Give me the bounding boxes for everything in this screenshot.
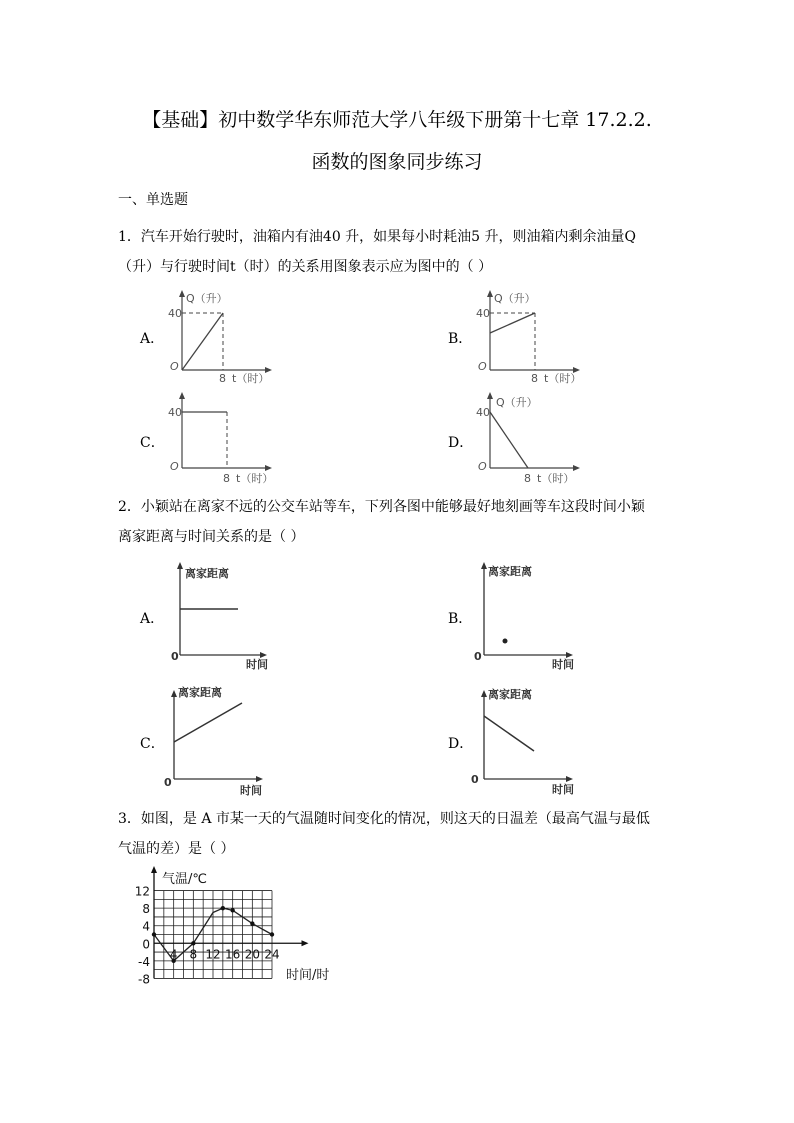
data-point xyxy=(221,906,225,910)
q1-graph-b[interactable] xyxy=(468,288,588,388)
y-tick-label: 40 xyxy=(476,307,490,320)
data-point xyxy=(230,908,234,912)
data-point xyxy=(191,941,195,945)
y-axis-arrow xyxy=(487,290,493,297)
x-axis-label: t（时） xyxy=(537,472,575,485)
y-tick-label: 0 xyxy=(142,937,150,952)
y-tick-label: 40 xyxy=(168,406,182,419)
y-axis-label: Q（升） xyxy=(186,292,228,305)
q2-text-line1: 2．小颖站在离家不远的公交车站等车，下列各图中能够最好地刻画等车这段时间小颖 xyxy=(118,499,645,515)
graph-line xyxy=(490,313,535,333)
y-axis-label: Q（升） xyxy=(494,292,536,305)
q2-graph-b[interactable] xyxy=(474,558,584,670)
x-axis-arrow xyxy=(302,940,309,946)
y-axis-arrow xyxy=(177,562,183,569)
origin-label: 0 xyxy=(164,776,172,789)
graph-line xyxy=(490,412,528,468)
q3-text-line1: 3．如图，是 A 市某一天的气温随时间变化的情况，则这天的日温差（最高气温与最低 xyxy=(118,811,650,827)
q1-option-a-label[interactable]: A． xyxy=(140,331,165,347)
q2-graph-d[interactable] xyxy=(471,682,586,796)
y-axis-arrow xyxy=(481,690,487,697)
q2-option-c-label[interactable]: C． xyxy=(140,736,165,752)
origin-label: O xyxy=(170,360,179,373)
x-tick-label: 8 xyxy=(524,472,531,485)
x-axis-label: t（时） xyxy=(236,472,274,485)
y-axis-arrow xyxy=(179,392,185,399)
x-tick-label: 20 xyxy=(244,947,260,962)
data-point xyxy=(152,932,156,936)
x-axis-arrow xyxy=(256,776,263,782)
origin-label: O xyxy=(478,360,487,373)
x-axis-label: t（时） xyxy=(544,372,582,385)
q1-option-b-label[interactable]: B． xyxy=(448,331,473,347)
data-point xyxy=(270,932,274,936)
q2-option-b-label[interactable]: B． xyxy=(448,611,473,627)
q2-option-d-label[interactable]: D． xyxy=(448,736,474,752)
q1-text-line1: 1．汽车开始行驶时，油箱内有油40 升，如果每小时耗油5 升，则油箱内剩余油量Q xyxy=(118,229,637,245)
q1-text-line2: （升）与行驶时间t（时）的关系用图象表示应为图中的（ ） xyxy=(118,259,493,275)
x-axis-label: 时间 xyxy=(246,658,268,671)
y-axis-label: 离家距离 xyxy=(488,565,532,578)
origin-label: 0 xyxy=(474,650,482,663)
q2-graph-a[interactable] xyxy=(168,558,278,670)
x-axis-arrow xyxy=(566,776,573,782)
graph-line xyxy=(174,703,242,742)
y-axis-arrow xyxy=(481,562,487,569)
x-axis-arrow xyxy=(573,465,580,471)
q1-graph-d[interactable] xyxy=(468,390,588,490)
y-tick-label: 40 xyxy=(168,307,182,320)
origin-label: 0 xyxy=(171,650,179,663)
y-tick-label: -4 xyxy=(138,954,150,969)
y-axis-label: 离家距离 xyxy=(185,567,229,580)
x-axis-label: 时间 xyxy=(552,783,574,796)
y-axis-label: 离家距离 xyxy=(488,688,532,701)
y-axis-label: Q（升） xyxy=(496,396,538,409)
q1-graph-c[interactable] xyxy=(160,390,280,490)
origin-label: O xyxy=(170,460,179,473)
graph-point xyxy=(503,639,508,644)
y-axis-label: 离家距离 xyxy=(178,686,222,699)
q1-option-d-label[interactable]: D． xyxy=(448,435,474,451)
origin-label: 0 xyxy=(471,773,479,786)
graph-line xyxy=(484,716,534,751)
y-tick-label: 12 xyxy=(134,884,150,899)
x-tick-label: 4 xyxy=(169,947,178,962)
y-axis-arrow xyxy=(151,866,157,873)
x-tick-label: 8 xyxy=(189,947,198,962)
x-axis-label: t（时） xyxy=(232,372,270,385)
x-tick-label: 8 xyxy=(223,472,230,485)
x-axis-label: 时间 xyxy=(552,658,574,671)
q3-temperature-chart xyxy=(130,862,360,1012)
x-tick-label: 12 xyxy=(205,947,221,962)
page-title-line2: 函数的图象同步练习 xyxy=(311,151,483,173)
y-tick-label: 8 xyxy=(142,902,150,917)
x-tick-label: 16 xyxy=(225,947,241,962)
y-axis-title: 气温/℃ xyxy=(162,872,207,887)
q2-graph-c[interactable] xyxy=(166,682,276,796)
data-point xyxy=(250,921,254,925)
y-tick-label: 4 xyxy=(142,919,150,934)
y-tick-label: 40 xyxy=(476,406,490,419)
x-axis-arrow xyxy=(265,465,272,471)
x-tick-label: 8 xyxy=(531,372,538,385)
x-tick-label: 8 xyxy=(219,372,226,385)
x-axis-title: 时间/时 xyxy=(286,968,330,983)
x-tick-label: 24 xyxy=(264,947,280,962)
y-axis-arrow xyxy=(179,290,185,297)
y-axis-arrow xyxy=(487,392,493,399)
chart-grid xyxy=(154,891,272,979)
section-heading: 一、单选题 xyxy=(118,192,188,208)
x-axis-label: 时间 xyxy=(240,784,262,797)
y-tick-label: -8 xyxy=(138,972,150,987)
q1-graph-a[interactable] xyxy=(160,288,280,388)
q2-option-a-label[interactable]: A． xyxy=(140,611,165,627)
q1-option-c-label[interactable]: C． xyxy=(140,435,165,451)
origin-label: O xyxy=(478,460,487,473)
page-title-line1: 【基础】初中数学华东师范大学八年级下册第十七章 17.2.2. xyxy=(142,109,652,131)
chart-tick-labels xyxy=(135,885,280,987)
graph-line xyxy=(182,313,223,370)
y-axis-arrow xyxy=(171,690,177,697)
q2-text-line2: 离家距离与时间关系的是（ ） xyxy=(118,529,305,545)
q3-text-line2: 气温的差）是（ ） xyxy=(118,841,235,857)
